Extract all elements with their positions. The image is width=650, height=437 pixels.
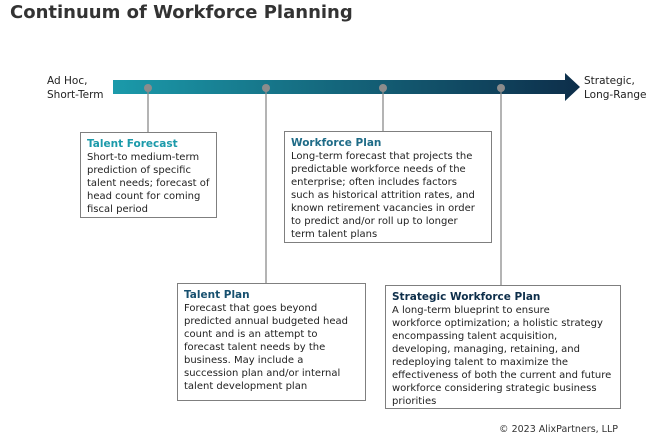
marker-talent-plan xyxy=(262,84,270,92)
left-end-label: Ad Hoc, Short-Term xyxy=(47,75,104,101)
strategic-workforce-plan-box xyxy=(385,285,621,409)
copyright-notice: © 2023 AlixPartners, LLP xyxy=(499,424,618,435)
workforce-plan-title: Workforce Plan xyxy=(291,137,382,149)
marker-workforce-plan xyxy=(379,84,387,92)
talent-forecast-text: Short-to medium-term prediction of specific talent needs; forecast of head count for coming fiscal period xyxy=(87,152,210,215)
workforce-plan-text: Long-term forecast that projects the predictable workforce needs of the enterprise; often includes factors such as historical attrition rates, and known retirement vacancies in order to predict and/or roll up to longer term talent plans xyxy=(291,151,475,240)
marker-strategic-plan xyxy=(497,84,505,92)
right-end-label: Strategic, Long-Range xyxy=(584,75,647,101)
talent-plan-text: Forecast that goes beyond predicted annual budgeted head count and is an attempt to forecast talent needs by the business. May include a succession plan and/or internal talent development plan xyxy=(184,303,348,392)
strategic-workforce-plan-title: Strategic Workforce Plan xyxy=(392,291,541,303)
talent-forecast-title: Talent Forecast xyxy=(87,138,178,150)
continuum-arrow xyxy=(113,73,580,101)
talent-plan-box xyxy=(177,283,366,401)
strategic-workforce-plan-text: A long-term blueprint to ensure workforce optimization; a holistic strategy encompassing talent acquisition, developing, managing, retaining, and redeploying talent to maximize the effectiveness of both the current and future workforce considering strategic business priorities xyxy=(392,305,612,407)
workforce-plan-box xyxy=(284,131,492,243)
talent-plan-title: Talent Plan xyxy=(184,289,250,301)
diagram-title: Continuum of Workforce Planning xyxy=(10,2,353,23)
marker-talent-forecast xyxy=(144,84,152,92)
talent-forecast-box xyxy=(80,132,217,218)
